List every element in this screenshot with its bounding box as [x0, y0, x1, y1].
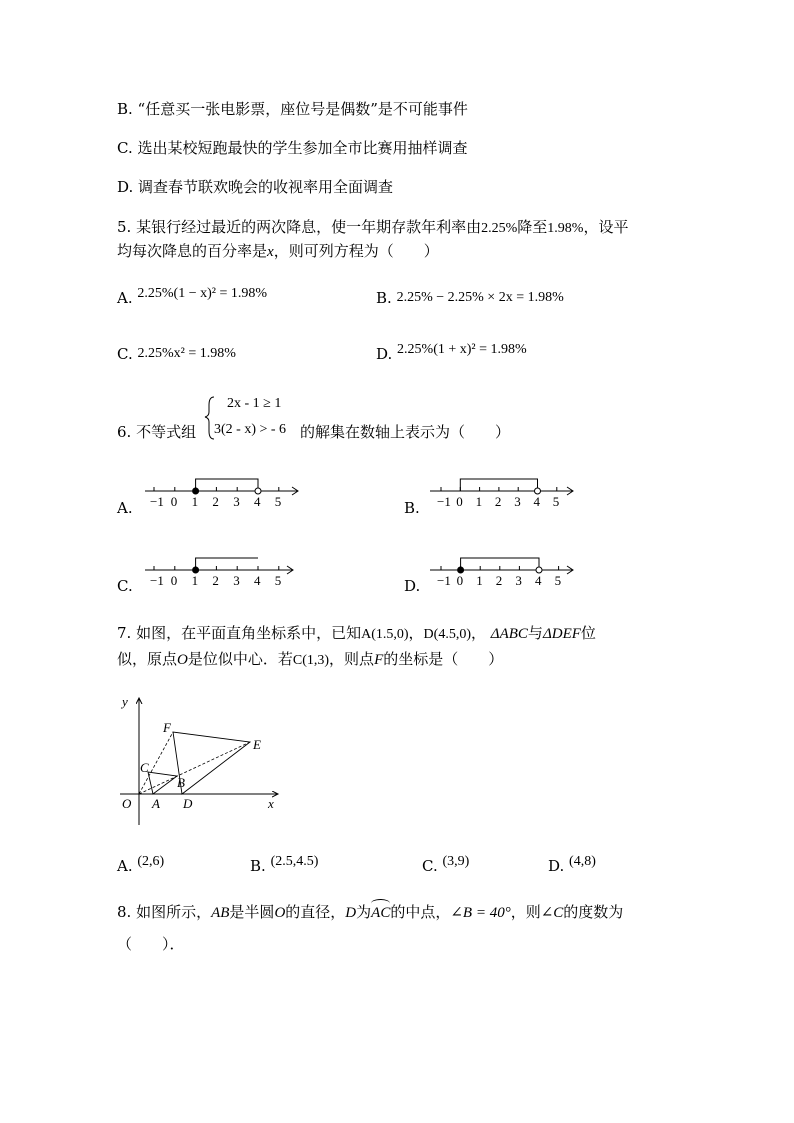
q5-option-d-formula: 2.25%(1 + x)² = 1.98% [397, 342, 527, 357]
q5-rate-to: 1.98% [547, 221, 584, 236]
q6-option-b-label[interactable]: B. [404, 499, 420, 517]
q6-system-line1: 2x - 1 ≥ 1 [227, 396, 282, 411]
c-label: C [140, 760, 149, 775]
q7-option-b-value: (2.5,4.5) [270, 854, 319, 869]
q5-option-c-label: C. [117, 345, 133, 363]
q5-stem-text: 5. 某银行经过最近的两次降息，使一年期存款年利率由 [117, 218, 482, 236]
q7-option-d[interactable] [548, 856, 596, 878]
q6-stem-suffix: 的解集在数轴上表示为（ ） [300, 423, 511, 441]
option-b-text: B. “任意买一张电影票，座位号是偶数”是不可能事件 [117, 100, 468, 118]
q7-stem-line1 [117, 623, 596, 645]
q7-stem-line2 [117, 649, 503, 671]
option-c-text: C. 选出某校短跑最快的学生参加全市比赛用抽样调查 [117, 139, 468, 157]
q7-option-a-value: (2,6) [137, 854, 165, 869]
tick-label: 5 [554, 573, 562, 588]
tick-label: 2 [212, 494, 219, 509]
q7-triangle-def: ΔDEF [542, 626, 581, 642]
y-label: y [122, 694, 128, 709]
tick-label: 0 [456, 573, 464, 588]
q8-stem-text: 8. 如图所示， [117, 903, 212, 921]
tick-label: 1 [475, 494, 483, 509]
tick-label: 2 [494, 494, 502, 509]
q5-option-c-formula: 2.25%x² = 1.98% [137, 346, 236, 361]
q7-option-d-label: D. [548, 857, 565, 875]
q8-stem-line2: （ ）． [117, 935, 185, 953]
tick-label: 3 [233, 573, 240, 588]
q5-stem-text-4: 均每次降息的百分率是 [117, 242, 268, 260]
b-label: B [177, 775, 185, 790]
q7-option-a-label: A. [117, 857, 133, 875]
q8-stem-line1 [117, 902, 623, 923]
q7-point-f: F [374, 652, 384, 668]
tick-label: −1 [437, 494, 451, 509]
tick-label: 3 [233, 494, 240, 509]
q8-stem-text-5: 的中点， [390, 903, 451, 921]
tick-label: 5 [274, 494, 282, 509]
q7-option-c-label: C. [422, 857, 438, 875]
q5-stem-text-2: 降至 [517, 218, 548, 236]
q5-variable: x [267, 244, 274, 260]
tick-label: 4 [533, 494, 540, 509]
q7-triangle-abc: ΔABC [490, 626, 528, 642]
q7-stem-text-2: ， [470, 624, 486, 642]
q7-option-c[interactable] [422, 856, 469, 878]
tick-label: 0 [170, 573, 178, 588]
q5-option-b-label: B. [376, 289, 392, 307]
q7-stem-text-6: ，则点 [329, 650, 375, 668]
q5-option-a-label: A. [117, 289, 133, 307]
tick-label: 3 [515, 573, 522, 588]
q7-point-a: A(1.5,0) [361, 627, 409, 642]
tick-label: 0 [456, 494, 463, 509]
tick-label: −1 [150, 573, 164, 588]
q7-stem-text-7: 的坐标是（ ） [383, 650, 504, 668]
tick-label: 5 [552, 494, 560, 509]
q8-angle-b: ∠B = 40° [450, 905, 511, 921]
tick-label: 2 [495, 573, 503, 588]
q6-option-c-label[interactable]: C. [117, 577, 133, 595]
q8-stem-text-6: ，则 [510, 903, 541, 921]
e-label: E [253, 737, 261, 752]
q7-stem-text: 7. 如图，在平面直角坐标系中，已知 [117, 624, 362, 642]
q7-option-b[interactable] [250, 856, 318, 878]
tick-label: 2 [212, 573, 219, 588]
q8-stem-text-2: 是半圆 [229, 903, 275, 921]
q7-and: 与 [527, 624, 543, 642]
tick-label: 1 [191, 573, 199, 588]
tick-label: 0 [170, 494, 178, 509]
tick-label: −1 [437, 573, 451, 588]
a-label: A [152, 796, 160, 811]
tick-label: 1 [191, 494, 199, 509]
tick-label: 3 [514, 494, 521, 509]
q7-point-c: C(1,3) [292, 653, 330, 668]
q5-option-b-formula: 2.25% − 2.25% × 2x = 1.98% [396, 290, 564, 305]
tick-label: 1 [476, 573, 483, 588]
o-label: O [122, 796, 132, 811]
q7-sep: ， [408, 624, 424, 642]
q7-stem-text-5: 是位似中心．若 [187, 650, 293, 668]
option-d-text: D. 调查春节联欢晚会的收视率用全面调查 [117, 178, 394, 196]
q8-center-o: O [274, 905, 286, 921]
endpoint-right [536, 567, 542, 573]
q8-angle-c: ∠C [540, 905, 564, 921]
q7-option-c-value: (3,9) [442, 854, 470, 869]
q5-rate-from: 2.25% [481, 221, 518, 236]
q8-stem-text-7: 的度数为 [563, 903, 624, 921]
q8-point-d: D [345, 905, 357, 921]
q6-option-d-label[interactable]: D. [404, 577, 421, 595]
q7-option-d-value: (4,8) [569, 854, 596, 869]
q8-arc-ac [371, 903, 390, 923]
d-label: D [183, 796, 193, 811]
tick-label: 4 [535, 573, 542, 588]
q7-stem-text-3: 位 [580, 624, 596, 642]
q7-option-a[interactable] [117, 856, 164, 878]
q7-stem-text-4: 似，原点 [117, 650, 178, 668]
q7-option-b-label: B. [250, 857, 266, 875]
q6-system-line2: 3(2 - x) > - 6 [214, 422, 287, 437]
q7-point-d: D(4.5,0) [423, 627, 471, 642]
q5-stem-text-5: ，则可列方程为（ ） [273, 242, 439, 260]
q5-stem-text-3: ，设平 [583, 218, 629, 236]
x-label: x [268, 796, 274, 811]
q8-arc-text: AC [371, 905, 391, 921]
q8-stem-text-3: 的直径， [285, 903, 346, 921]
q6-option-a-label[interactable]: A. [117, 499, 133, 517]
q8-stem-text-4: 为 [356, 903, 372, 921]
q8-segment-ab: AB [211, 905, 230, 921]
q5-option-a-formula: 2.25%(1 − x)² = 1.98% [137, 286, 268, 301]
endpoint-left [458, 567, 464, 573]
q6-stem-prefix: 6. 不等式组 [117, 423, 197, 441]
tick-label: 4 [254, 573, 261, 588]
q7-coordinate-figure [110, 690, 290, 830]
f-label: F [163, 720, 171, 735]
tick-label: 4 [254, 494, 261, 509]
tick-label: 5 [274, 573, 282, 588]
q5-option-d-label: D. [376, 345, 393, 363]
q7-origin: O [177, 652, 188, 668]
tick-label: −1 [150, 494, 164, 509]
